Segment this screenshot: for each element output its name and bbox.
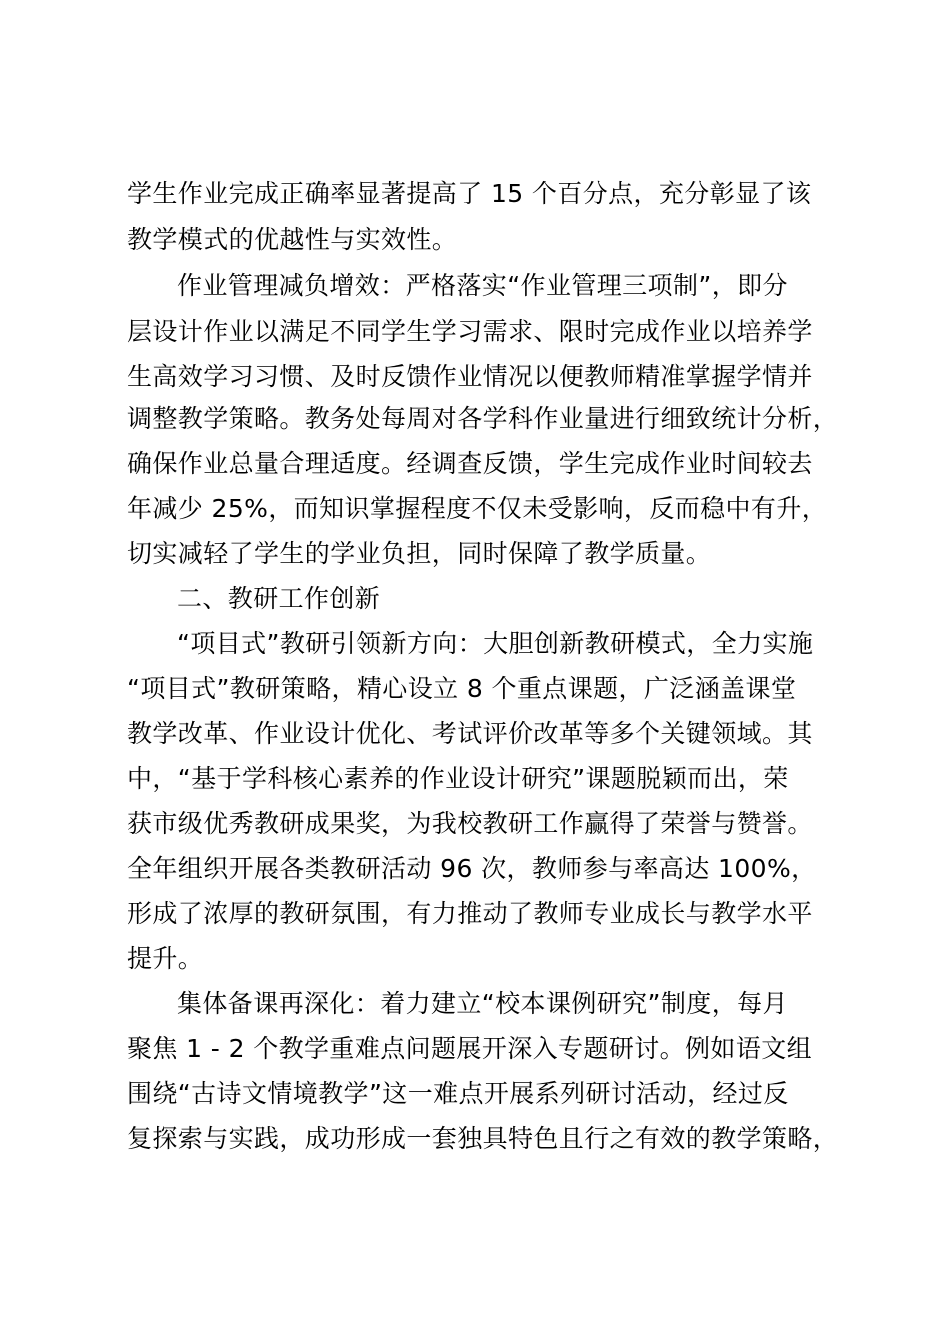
text-line: 中，“基于学科核心素养的作业设计研究”课题脱颖而出，荣 [127,764,789,793]
paragraph-start-line: 集体备课再深化：着力建立“校本课例研究”制度，每月 [177,989,788,1018]
text-line: 调整教学策略。教务处每周对各学科作业量进行细致统计分析， [127,404,839,433]
text-line: 教学改革、作业设计优化、考试评价改革等多个关键领域。其 [127,719,813,748]
text-line: 获市级优秀教研成果奖，为我校教研工作赢得了荣誉与赞誉。 [127,809,813,838]
text-line: 生高效学习习惯、及时反馈作业情况以便教师精准掌握学情并 [127,362,813,391]
text-line: 复探索与实践，成功形成一套独具特色且行之有效的教学策略， [127,1124,839,1153]
text-line: 学生作业完成正确率显著提高了 15 个百分点，充分彰显了该 [127,179,812,208]
text-line: 年减少 25%，而知识掌握程度不仅未受影响，反而稳中有升， [127,494,828,523]
section-heading: 二、教研工作创新 [177,584,381,613]
text-line: “项目式”教研策略，精心设立 8 个重点课题，广泛涵盖课堂 [127,674,797,703]
text-line: 聚焦 1 - 2 个教学重难点问题展开深入专题研讨。例如语文组 [127,1034,813,1063]
text-line: 切实减轻了学生的学业负担，同时保障了教学质量。 [127,539,712,568]
text-line: 形成了浓厚的教研氛围，有力推动了教师专业成长与教学水平 [127,899,813,928]
text-line: 层设计作业以满足不同学生学习需求、限时完成作业以培养学 [127,317,813,346]
text-line: 确保作业总量合理适度。经调查反馈，学生完成作业时间较去 [127,449,813,478]
text-line: 围绕“古诗文情境教学”这一难点开展系列研讨活动，经过反 [127,1079,789,1108]
paragraph-start-line: 作业管理减负增效：严格落实“作业管理三项制”，即分 [177,271,788,300]
text-line: 全年组织开展各类教研活动 96 次，教师参与率高达 100%， [127,854,817,883]
paragraph-start-line: “项目式”教研引领新方向：大胆创新教研模式，全力实施 [177,629,814,658]
text-line: 提升。 [127,944,204,973]
text-line: 教学模式的优越性与实效性。 [127,225,458,254]
